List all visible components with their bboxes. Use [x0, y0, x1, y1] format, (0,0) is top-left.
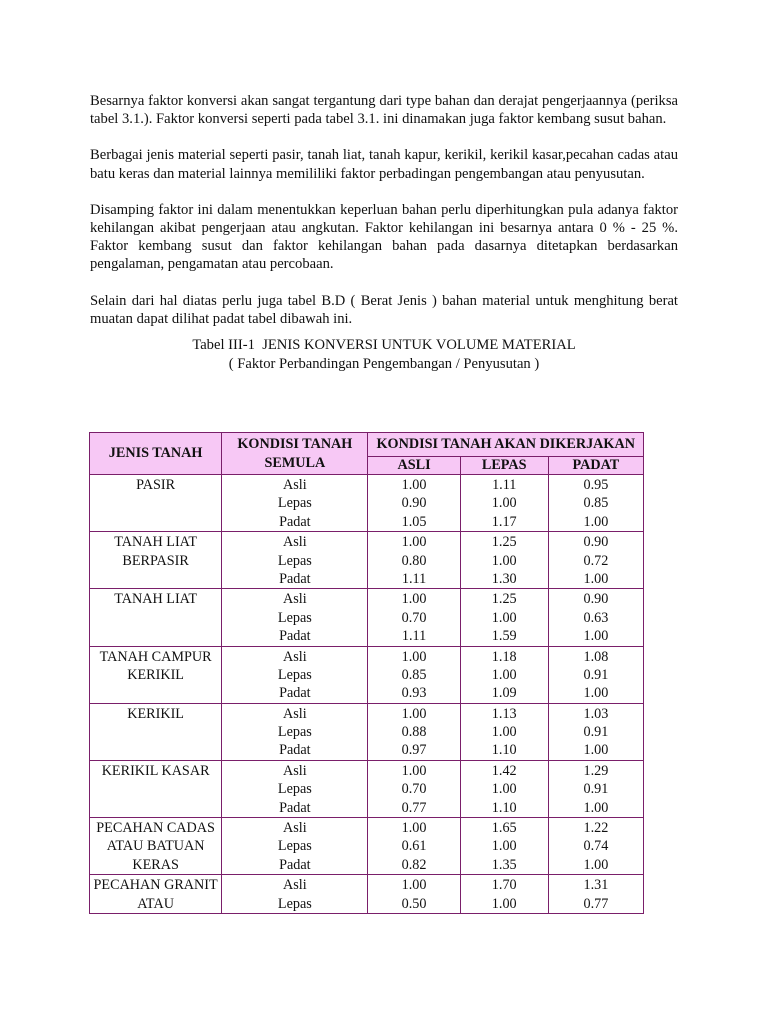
padat-value: 1.03	[583, 705, 609, 722]
kondisi-value: Asli	[283, 591, 307, 608]
lepas-value: 1.13	[491, 705, 517, 722]
asli-value: 0.90	[401, 495, 427, 512]
kondisi-value: Lepas	[277, 495, 312, 512]
padat-value: 1.00	[583, 742, 609, 759]
kondisi-value: Asli	[283, 705, 307, 722]
table-caption: Tabel III-1 JENIS KONVERSI UNTUK VOLUME MATERIAL	[192, 337, 576, 354]
kondisi-value: Padat	[279, 570, 311, 587]
kondisi-value: Lepas	[277, 895, 312, 912]
padat-cell	[548, 703, 643, 760]
paragraph: Selain dari hal diatas perlu juga tabel B.D ( Berat Jenis ) bahan material untuk menghitung berat muatan dapat dilihat padat tabel dibawah ini.	[90, 292, 678, 327]
padat-value: 1.00	[583, 856, 609, 873]
asli-value: 0.77	[401, 799, 427, 816]
padat-value: 1.22	[583, 820, 609, 837]
asli-cell	[368, 818, 460, 875]
lepas-value: 1.25	[491, 534, 517, 551]
asli-value: 0.85	[401, 666, 427, 683]
padat-value: 0.77	[583, 895, 609, 912]
kondisi-value: Padat	[279, 685, 311, 702]
jenis-tanah-cell: KERIKIL KASAR	[90, 760, 222, 817]
kondisi-cell	[222, 703, 368, 760]
asli-value: 0.70	[401, 609, 427, 626]
padat-cell	[548, 760, 643, 817]
kondisi-cell	[222, 760, 368, 817]
padat-value: 1.00	[583, 570, 609, 587]
kondisi-value: Asli	[283, 534, 307, 551]
header-padat: PADAT	[548, 456, 643, 474]
padat-value: 0.85	[583, 495, 609, 512]
kondisi-value: Asli	[283, 877, 307, 894]
lepas-value: 1.11	[492, 477, 517, 493]
lepas-cell	[460, 875, 548, 914]
conversion-table	[89, 432, 644, 914]
table-row	[90, 475, 644, 532]
asli-value: 0.50	[401, 895, 427, 912]
lepas-value: 1.00	[491, 895, 517, 912]
kondisi-value: Padat	[279, 513, 311, 530]
kondisi-value: Padat	[279, 856, 311, 873]
asli-value: 0.70	[401, 781, 427, 798]
asli-value: 0.80	[401, 552, 427, 569]
lepas-value: 1.00	[491, 609, 517, 626]
jenis-tanah-cell: PASIR	[90, 475, 222, 532]
lepas-cell	[460, 475, 548, 532]
kondisi-cell	[222, 875, 368, 914]
table-row	[90, 760, 644, 817]
document-body	[90, 92, 678, 393]
lepas-value: 1.00	[491, 838, 517, 855]
lepas-cell	[460, 703, 548, 760]
asli-value: 1.00	[401, 534, 427, 551]
asli-value: 0.93	[401, 685, 427, 702]
padat-value: 0.95	[583, 477, 609, 493]
kondisi-value: Asli	[283, 762, 307, 779]
table-row	[90, 589, 644, 646]
lepas-value: 1.18	[491, 648, 517, 665]
kondisi-cell	[222, 818, 368, 875]
paragraph: Disamping faktor ini dalam menentukkan keperluan bahan perlu diperhitungkan pula adanya faktor kehilangan akibat pengerjaan atau angkutan. Faktor kehilangan ini besarnya antara 0 % - 25 %. Faktor kembang susut dan faktor kehilangan bahan pada dasarnya ditetapkan berdasarkan pengalaman, pengamatan atau percobaan.	[90, 201, 678, 273]
lepas-value: 1.35	[491, 856, 517, 873]
asli-value: 1.00	[401, 762, 427, 779]
lepas-cell	[460, 532, 548, 589]
padat-value: 0.91	[583, 724, 609, 741]
lepas-value: 1.59	[491, 628, 517, 645]
lepas-value: 1.00	[491, 495, 517, 512]
lepas-cell	[460, 760, 548, 817]
padat-value: 0.91	[583, 781, 609, 798]
padat-value: 1.00	[583, 513, 609, 530]
lepas-value: 1.10	[491, 799, 517, 816]
padat-value: 1.00	[583, 799, 609, 816]
asli-cell	[368, 875, 460, 914]
asli-value: 1.11	[401, 628, 427, 645]
padat-cell	[548, 818, 643, 875]
padat-value: 0.63	[583, 609, 609, 626]
asli-cell	[368, 532, 460, 589]
jenis-tanah-cell: PECAHAN GRANIT ATAU	[90, 875, 222, 914]
paragraph: Berbagai jenis material seperti pasir, tanah liat, tanah kapur, kerikil, kerikil kasar,pecahan cadas atau batu keras dan material lainnya memililiki faktor perbadingan pengembangan atau penyusutan.	[90, 147, 678, 182]
header-kondisi-semula: KONDISI TANAH SEMULA	[222, 433, 368, 475]
kondisi-value: Lepas	[277, 781, 312, 798]
header-asli: ASLI	[368, 456, 460, 474]
kondisi-value: Asli	[283, 820, 307, 837]
jenis-tanah-cell: TANAH LIAT	[90, 589, 222, 646]
asli-value: 1.00	[401, 591, 427, 608]
padat-value: 0.72	[583, 552, 609, 569]
padat-value: 1.29	[583, 762, 609, 779]
jenis-tanah-cell: TANAH LIAT BERPASIR	[90, 532, 222, 589]
table-subcaption: ( Faktor Perbandingan Pengembangan / Penyusutan )	[228, 355, 540, 372]
asli-value: 0.88	[401, 724, 427, 741]
table-row	[90, 703, 644, 760]
table-body	[90, 475, 644, 914]
asli-value: 1.00	[401, 477, 427, 493]
asli-cell	[368, 646, 460, 703]
lepas-value: 1.70	[491, 877, 517, 894]
asli-cell	[368, 703, 460, 760]
kondisi-value: Lepas	[277, 552, 312, 569]
kondisi-cell	[222, 646, 368, 703]
padat-cell	[548, 475, 643, 532]
lepas-value: 1.25	[491, 591, 517, 608]
kondisi-value: Lepas	[277, 724, 312, 741]
lepas-value: 1.09	[491, 685, 517, 702]
lepas-cell	[460, 818, 548, 875]
asli-value: 1.00	[401, 705, 427, 722]
kondisi-value: Lepas	[277, 666, 312, 683]
lepas-cell	[460, 646, 548, 703]
padat-value: 1.00	[583, 685, 609, 702]
asli-cell	[368, 760, 460, 817]
header-jenis-tanah: JENIS TANAH	[90, 433, 222, 475]
padat-cell	[548, 589, 643, 646]
padat-cell	[548, 646, 643, 703]
asli-value: 0.97	[401, 742, 427, 759]
lepas-value: 1.00	[491, 781, 517, 798]
table-row	[90, 646, 644, 703]
asli-value: 0.82	[401, 856, 427, 873]
asli-cell	[368, 475, 460, 532]
asli-value: 1.00	[401, 820, 427, 837]
table-row	[90, 532, 644, 589]
padat-value: 1.08	[583, 648, 609, 665]
kondisi-value: Padat	[279, 628, 311, 645]
lepas-value: 1.10	[491, 742, 517, 759]
padat-value: 0.90	[583, 591, 609, 608]
jenis-tanah-cell: KERIKIL	[90, 703, 222, 760]
padat-cell	[548, 532, 643, 589]
lepas-cell	[460, 589, 548, 646]
header-lepas: LEPAS	[460, 456, 548, 474]
kondisi-value: Lepas	[277, 838, 312, 855]
jenis-tanah-cell: TANAH CAMPUR KERIKIL	[90, 646, 222, 703]
padat-value: 0.91	[583, 666, 609, 683]
paragraph: Besarnya faktor konversi akan sangat tergantung dari type bahan dan derajat pengerjaannya (periksa tabel 3.1.). Faktor konversi seperti pada tabel 3.1. ini dinamakan juga faktor kembang susut bahan.	[90, 93, 678, 128]
kondisi-value: Lepas	[277, 609, 312, 626]
lepas-value: 1.17	[491, 513, 517, 530]
kondisi-value: Padat	[279, 799, 311, 816]
padat-value: 0.74	[583, 838, 609, 855]
padat-value: 0.90	[583, 534, 609, 551]
kondisi-value: Asli	[283, 648, 307, 665]
padat-value: 1.31	[583, 877, 609, 894]
asli-value: 1.00	[401, 648, 427, 665]
kondisi-value: Asli	[283, 477, 307, 493]
lepas-value: 1.00	[491, 552, 517, 569]
padat-cell	[548, 875, 643, 914]
asli-value: 1.00	[401, 877, 427, 894]
asli-value: 1.05	[401, 513, 427, 530]
asli-value: 1.11	[401, 570, 427, 587]
asli-cell	[368, 589, 460, 646]
asli-value: 0.61	[401, 838, 427, 855]
table-row	[90, 875, 644, 914]
header-kondisi-akan-dikerjakan: KONDISI TANAH AKAN DIKERJAKAN	[368, 433, 644, 457]
table-row	[90, 818, 644, 875]
lepas-value: 1.30	[491, 570, 517, 587]
lepas-value: 1.00	[491, 666, 517, 683]
jenis-tanah-cell: PECAHAN CADAS ATAU BATUAN KERAS	[90, 818, 222, 875]
kondisi-value: Padat	[279, 742, 311, 759]
padat-value: 1.00	[583, 628, 609, 645]
kondisi-cell	[222, 589, 368, 646]
lepas-value: 1.00	[491, 724, 517, 741]
lepas-value: 1.42	[491, 762, 517, 779]
lepas-value: 1.65	[491, 820, 517, 837]
kondisi-cell	[222, 475, 368, 532]
kondisi-cell	[222, 532, 368, 589]
